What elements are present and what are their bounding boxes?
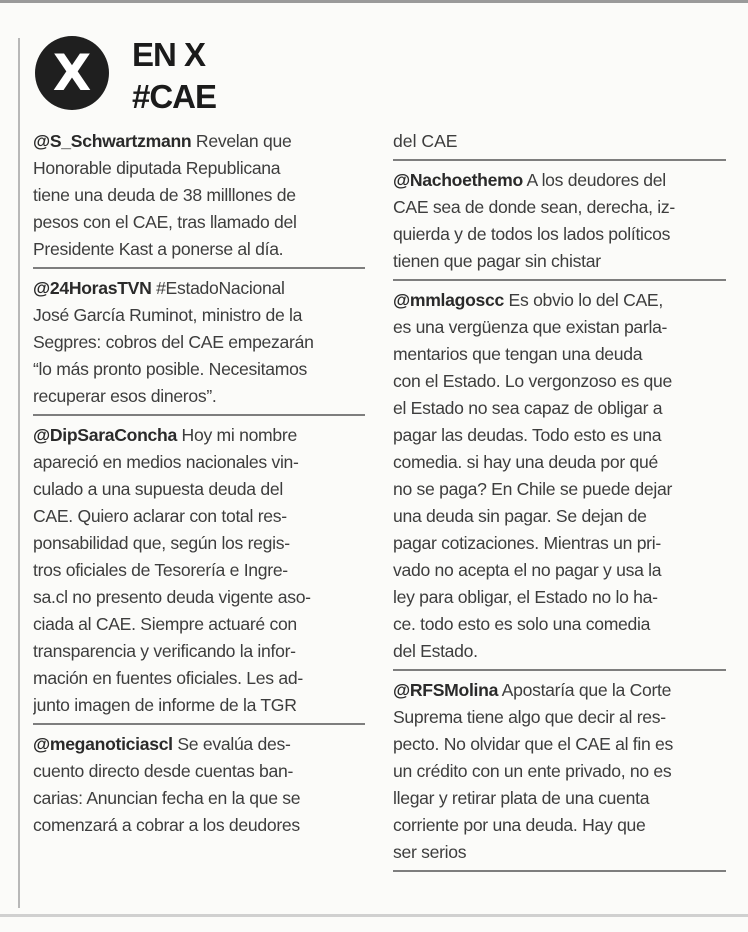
post-line (33, 275, 365, 302)
post-handle[interactable]: @DipSaraConcha (33, 425, 177, 445)
post-text: Es obvio lo del CAE, (503, 290, 663, 310)
post-handle[interactable]: @24HorasTVN (33, 278, 152, 298)
post-line: pagar las deudas. Todo esto es una (393, 425, 662, 445)
post-line: junto imagen de informe de la TGR (33, 695, 297, 715)
post-line: culado a una supuesta deuda del (33, 479, 283, 499)
tweet-post (393, 287, 726, 671)
post-line (393, 287, 726, 314)
post-line (393, 677, 726, 704)
post-line: con el Estado. Lo vergonzoso es que (393, 371, 673, 391)
post-line: pecto. No olvidar que el CAE al fin es (393, 734, 674, 754)
post-handle[interactable]: @S_Schwartzmann (33, 131, 192, 151)
post-line: comenzará a cobrar a los deudores (33, 815, 300, 835)
post-line: sa.cl no presento deuda vigente aso- (33, 587, 311, 607)
post-line: José García Ruminot, ministro de la (33, 305, 303, 325)
post-line: pesos con el CAE, tras llamado del (33, 212, 297, 232)
post-line: ciada al CAE. Siempre actuaré con (33, 614, 297, 634)
post-line: CAE. Quiero aclarar con total res- (33, 506, 287, 526)
post-line: quierda y de todos los lados políticos (393, 224, 671, 244)
post-line: Suprema tiene algo que decir al res- (393, 707, 666, 727)
post-line: carias: Anuncian fecha en la que se (33, 788, 301, 808)
section-title: EN X (132, 36, 206, 73)
x-logo-icon: X (35, 36, 109, 110)
post-text: Apostaría que la Corte (498, 680, 672, 700)
post-handle[interactable]: @RFSMolina (393, 680, 499, 700)
post-line: CAE sea de donde sean, derecha, iz- (393, 197, 675, 217)
post-line (33, 422, 365, 449)
post-handle[interactable]: @mmlagoscc (393, 290, 504, 310)
post-line: ley para obligar, el Estado no lo ha- (393, 587, 658, 607)
post-text: A los deudores del (522, 170, 666, 190)
post-line: no se paga? En Chile se puede dejar (393, 479, 673, 499)
post-text: #EstadoNacional (151, 278, 285, 298)
post-line: transparencia y verificando la infor- (33, 641, 296, 661)
post-line: pagar cotizaciones. Mientras un pri- (393, 533, 661, 553)
post-line (33, 128, 365, 155)
post-line: es una vergüenza que existan parla- (393, 317, 668, 337)
post-line: Honorable diputada Republicana (33, 158, 281, 178)
tweet-post (33, 731, 365, 843)
post-line: vado no acepta el no pagar y usa la (393, 560, 662, 580)
continued-text: del CAE (393, 128, 726, 161)
post-text: Hoy mi nombre (176, 425, 297, 445)
post-line: ponsabilidad que, según los regis- (33, 533, 290, 553)
top-rule (0, 0, 748, 3)
hashtag-title: #CAE (132, 78, 217, 115)
post-line: Segpres: cobros del CAE empezarán (33, 332, 314, 352)
post-line: mentarios que tengan una deuda (393, 344, 643, 364)
post-line: Presidente Kast a ponerse al día. (33, 239, 284, 259)
post-line: “lo más pronto posible. Necesitamos (33, 359, 308, 379)
section-header (35, 30, 355, 120)
post-line (33, 731, 365, 758)
tweet-post (393, 167, 726, 281)
post-text: Se evalúa des- (172, 734, 291, 754)
post-line: una deuda sin pagar. Se dejan de (393, 506, 647, 526)
left-column (33, 128, 365, 849)
post-line: recuperar esos dineros”. (33, 386, 217, 406)
right-column (393, 128, 726, 878)
post-line: tiene una deuda de 38 milllones de (33, 185, 296, 205)
post-handle[interactable]: @Nachoethemo (393, 170, 523, 190)
bottom-rule (0, 914, 748, 917)
post-line: del Estado. (393, 641, 478, 661)
post-line: apareció en medios nacionales vin- (33, 452, 299, 472)
post-line: el Estado no sea capaz de obligar a (393, 398, 663, 418)
post-line: un crédito con un ente privado, no es (393, 761, 672, 781)
tweet-post (33, 422, 365, 725)
tweet-post (33, 275, 365, 416)
post-line: corriente por una deuda. Hay que (393, 815, 646, 835)
post-line: ser serios (393, 842, 467, 862)
post-text: Revelan que (191, 131, 292, 151)
post-line: ce. todo esto es solo una comedia (393, 614, 651, 634)
left-column-rule (18, 38, 20, 908)
post-handle[interactable]: @meganoticiascl (33, 734, 173, 754)
post-line: llegar y retirar plata de una cuenta (393, 788, 650, 808)
tweet-post (33, 128, 365, 269)
post-line: tienen que pagar sin chistar (393, 251, 601, 271)
post-line: tros oficiales de Tesorería e Ingre- (33, 560, 288, 580)
post-line: comedia. si hay una deuda por qué (393, 452, 658, 472)
post-line: cuento directo desde cuentas ban- (33, 761, 294, 781)
tweet-post (393, 677, 726, 872)
post-line: mación en fuentes oficiales. Les ad- (33, 668, 303, 688)
post-line (393, 167, 726, 194)
